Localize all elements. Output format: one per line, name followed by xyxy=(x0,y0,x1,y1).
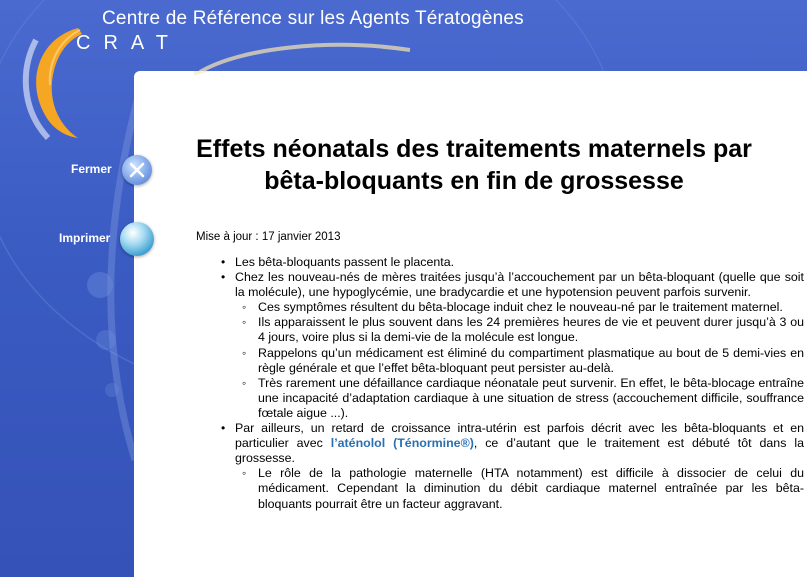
list-item-text: Par ailleurs, un retard de croissance intra-utérin est parfois décrit avec les bêta-bloquants et en particulier avec xyxy=(235,421,804,451)
sub-list xyxy=(218,466,804,511)
sub-list-item xyxy=(218,300,804,315)
close-icon[interactable] xyxy=(122,155,152,185)
sub-list xyxy=(218,300,804,421)
list-item xyxy=(218,255,804,270)
logo-text: CRAT xyxy=(76,32,181,54)
list-item-text: Les bêta-bloquants passent le placenta. xyxy=(235,255,455,269)
close-button[interactable]: Fermer xyxy=(71,162,112,176)
sub-list-item-text: Rappelons qu’un médicament est éliminé du compartiment plasmatique au bout de 5 demi-vies en règle générale et que l’effet bêta-bloquant peut persister au-delà. xyxy=(258,345,804,375)
sub-list-item-text: Ils apparaissent le plus souvent dans les 24 premières heures de vie et peuvent durer jusqu’à 3 ou 4 jours, voire plus si la demi-vie de la molécule est longue. xyxy=(258,315,804,345)
content-panel xyxy=(134,71,807,577)
list-item-text-continued: , ce d’autant que le traitement est débuté tôt dans la grossesse. xyxy=(235,436,804,466)
atenolol-link[interactable]: l’aténolol (Ténormine®) xyxy=(330,436,474,451)
update-date: Mise à jour : 17 janvier 2013 xyxy=(196,231,341,243)
page-title: Effets néonatals des traitements maternels par bêta-bloquants en fin de grossesse xyxy=(196,135,752,195)
print-button[interactable]: Imprimer xyxy=(59,231,111,245)
sub-list-item xyxy=(218,376,804,421)
list-item xyxy=(218,421,804,512)
sub-list-item-text: Le rôle de la pathologie maternelle (HTA notamment) est difficile à dissocier de celui du médicament. Cependant la diminution du débit cardiaque maternel entraînée par les bêta-bloquants pourrait être un facteur aggravant. xyxy=(258,466,804,511)
site-title: Centre de Référence sur les Agents Tératogènes xyxy=(102,8,524,29)
list-item xyxy=(218,270,804,421)
sub-list-item xyxy=(218,466,804,511)
sub-list-item-text: Très rarement une défaillance cardiaque néonatale peut survenir. En effet, le bêta-blocage entraîne une incapacité d’adaptation cardiaque à une situation de stress (accouchement difficile, souffrance fœtale aigue ...). xyxy=(258,375,804,420)
close-x-glyph xyxy=(122,155,152,185)
sub-list-item xyxy=(218,315,804,345)
article-body xyxy=(218,255,804,512)
sub-list-item-text: Ces symptômes résultent du bêta-blocage induit chez le nouveau-né par le traitement maternel. xyxy=(258,300,783,315)
sub-list-item xyxy=(218,346,804,376)
main-list xyxy=(218,255,804,512)
list-item-text: Chez les nouveau-nés de mères traitées jusqu’à l’accouchement par un bêta-bloquant (quelle que soit la molécule), une hypoglycémie, une bradycardie et une hypotension peuvent parfois survenir. xyxy=(235,270,804,300)
print-icon[interactable] xyxy=(120,222,154,256)
